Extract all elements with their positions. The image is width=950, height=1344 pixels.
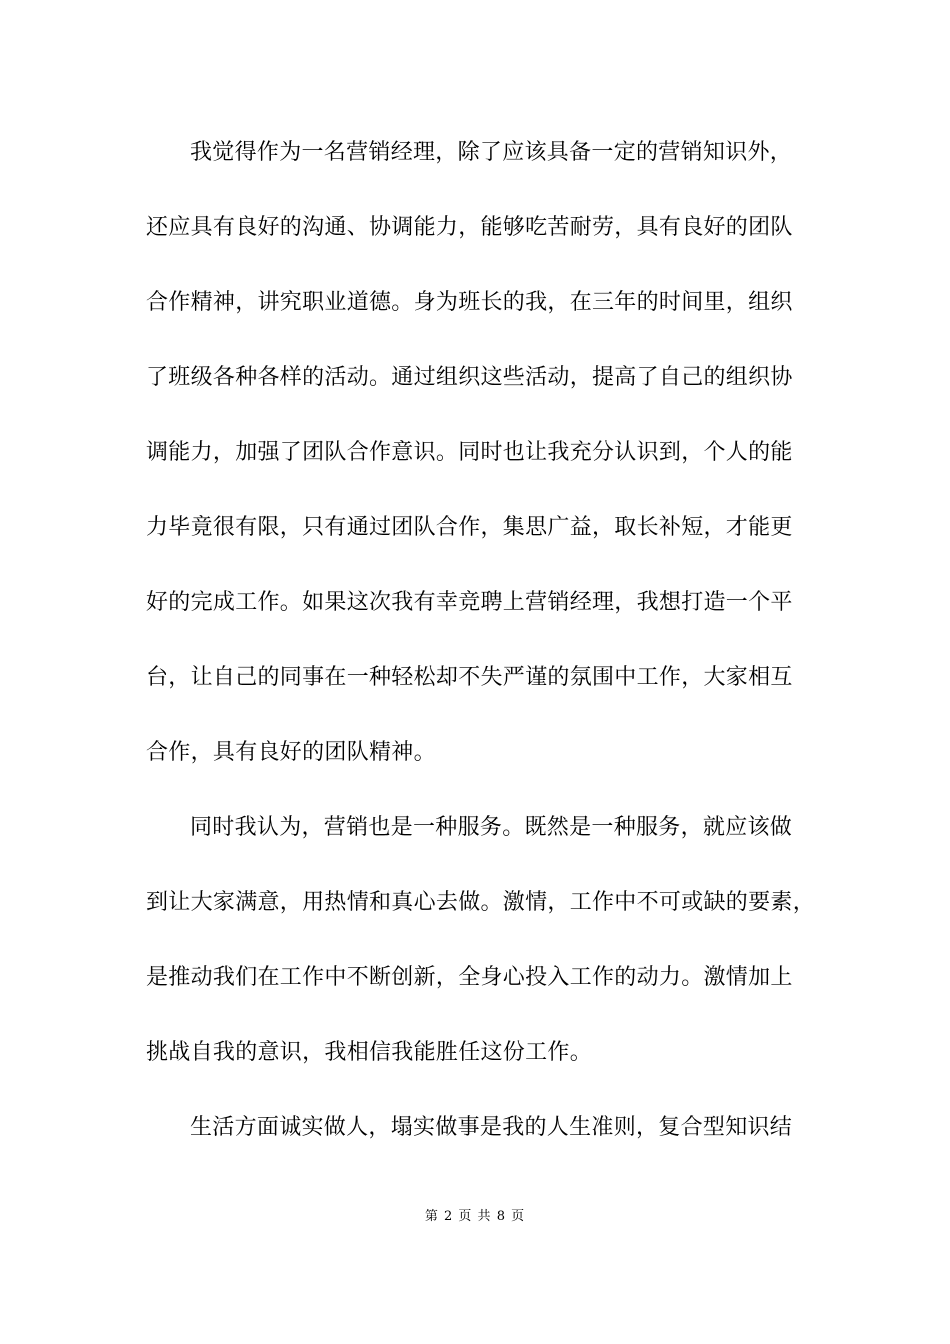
paragraph-line: 合作精神，讲究职业道德。身为班长的我，在三年的时间里，组织 <box>146 290 793 315</box>
paragraph-line: 了班级各种各样的活动。通过组织这些活动，提高了自己的组织协 <box>146 365 793 390</box>
paragraph-line: 调能力，加强了团队合作意识。同时也让我充分认识到，个人的能 <box>146 440 793 465</box>
paragraph-line: 是推动我们在工作中不断创新，全身心投入工作的动力。激情加上 <box>146 965 793 990</box>
paragraph-line: 力毕竟很有限，只有通过团队合作，集思广益，取长补短，才能更 <box>146 515 793 540</box>
paragraph-line: 好的完成工作。如果这次我有幸竞聘上营销经理，我想打造一个平 <box>146 590 793 615</box>
paragraph-line: 同时我认为，营销也是一种服务。既然是一种服务，就应该做 <box>190 815 793 840</box>
paragraph-line: 台，让自己的同事在一种轻松却不失严谨的氛围中工作，大家相互 <box>146 665 793 690</box>
paragraph-line: 合作，具有良好的团队精神。 <box>146 740 436 765</box>
paragraph-line: 生活方面诚实做人，塌实做事是我的人生准则，复合型知识结 <box>190 1115 793 1140</box>
page-number-footer: 第 2 页 共 8 页 <box>424 1209 526 1224</box>
paragraph-line: 还应具有良好的沟通、协调能力，能够吃苦耐劳，具有良好的团队 <box>146 215 793 240</box>
paragraph-line: 挑战自我的意识，我相信我能胜任这份工作。 <box>146 1040 593 1065</box>
paragraph-line: 到让大家满意，用热情和真心去做。激情，工作中不可或缺的要素， <box>146 890 816 915</box>
paragraph-line: 我觉得作为一名营销经理，除了应该具备一定的营销知识外， <box>190 140 793 165</box>
